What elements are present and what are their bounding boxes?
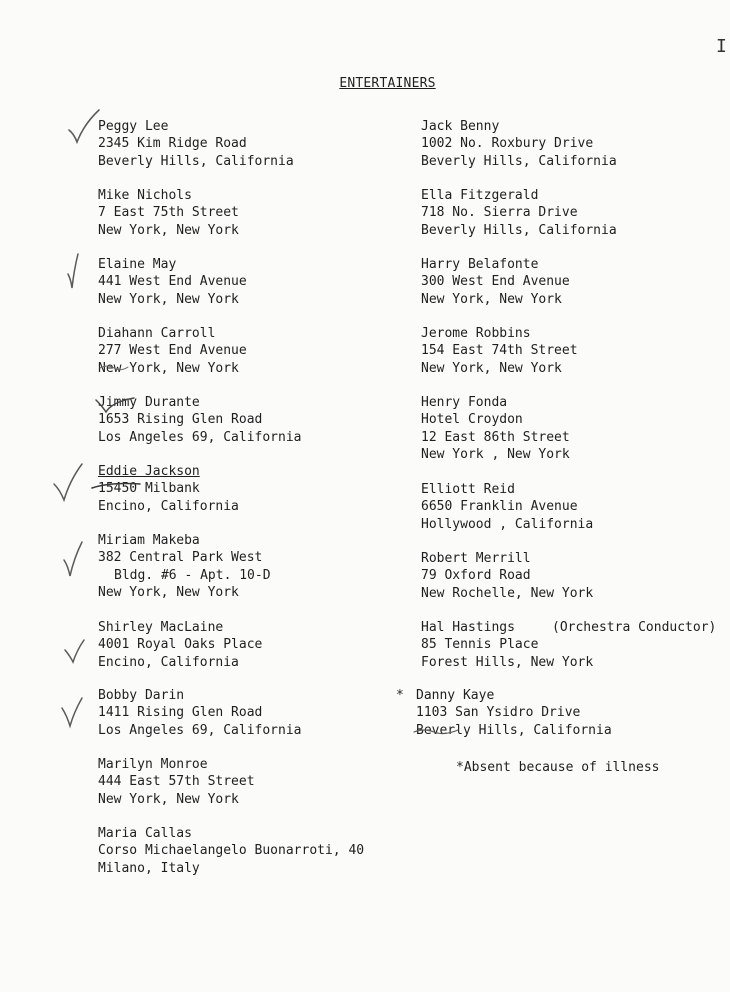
entry-robert-merrill [421,550,593,602]
entry-bobby-darin [98,687,302,739]
entry-city: Beverly Hills, California [421,222,617,238]
check-mark-icon [60,540,96,580]
entry-city: Beverly Hills, California [98,153,294,169]
check-mark-icon [62,250,98,290]
entry-shirley-maclaine [98,619,262,671]
entry-maria-callas [98,825,364,877]
entry-address: 1103 San Ysidro Drive [416,705,581,721]
entry-name: Danny Kaye [416,688,495,703]
entry-mike-nichols [98,187,239,239]
entry-name: Diahann Carroll [98,326,216,341]
entry-address: 4001 Royal Oaks Place [98,637,263,653]
footnote-absent: *Absent because of illness [456,760,660,775]
entry-name: Marilyn Monroe [98,757,208,772]
entry-city: New York, New York [98,291,239,307]
entry-city: New Rochelle, New York [421,585,594,601]
entry-city: Hollywood , California [421,516,594,532]
pencil-tick-icon [94,396,138,416]
entry-name: Miriam Makeba [98,533,200,548]
entry-city: New York , New York [421,447,570,463]
entry-name: Jack Benny [421,119,500,134]
entry-city: Los Angeles 69, California [98,722,302,738]
entry-address: 382 Central Park West [98,550,263,566]
entry-address: 1411 Rising Glen Road [98,705,263,721]
entry-miriam-makeba [98,532,271,602]
entry-city: Encino, California [98,498,239,514]
entry-name: Elliott Reid [421,482,515,497]
entry-city: Milano, Italy [98,860,200,876]
entry-address: 7 East 75th Street [98,205,239,221]
entry-address: Corso Michaelangelo Buonarroti, 40 [98,843,365,859]
check-mark-icon [62,636,98,676]
entry-hotel: Hotel Croydon [421,412,523,428]
entry-address: 12 East 86th Street [421,429,570,445]
entry-jerome-robbins [421,325,578,377]
entry-city: New York, New York [98,791,239,807]
entry-address: 79 Oxford Road [421,568,531,584]
entry-name: Peggy Lee [98,119,169,134]
entry-marilyn-monroe [98,756,255,808]
entry-address-unit: Bldg. #6 - Apt. 10-D [114,567,271,583]
entry-address: 154 East 74th Street [421,343,578,359]
entry-name: Hal Hastings [421,620,515,635]
entry-name: Jerome Robbins [421,326,531,341]
entry-ella-fitzgerald [421,187,617,239]
entry-address: 300 West End Avenue [421,274,570,290]
entry-address: 718 No. Sierra Drive [421,205,578,221]
entry-city: Beverly Hills, California [416,722,612,738]
absent-marker: * [396,688,404,703]
entry-name: Jimmy Durante [98,395,200,410]
entry-address: 444 East 57th Street [98,774,255,790]
pencil-scribble-icon [98,362,132,374]
entry-name: Maria Callas [98,826,192,841]
entry-city: Beverly Hills, California [421,153,617,169]
entry-address: 1002 No. Roxbury Drive [421,136,594,152]
entry-hal-hastings [421,619,717,671]
entry-city: Forest Hills, New York [421,654,594,670]
entry-henry-fonda [421,394,570,464]
entry-city: New York, New York [98,360,239,376]
entry-harry-belafonte [421,256,570,308]
entry-name: Ella Fitzgerald [421,188,539,203]
check-mark-icon [58,694,94,734]
entry-address: 6650 Franklin Avenue [421,499,578,515]
pencil-scribble-icon [412,726,460,738]
pencil-strike-icon [90,480,142,492]
entry-jack-benny [421,118,617,170]
entry-address: 2345 Kim Ridge Road [98,136,247,152]
entry-name: Bobby Darin [98,688,185,703]
entry-address: 277 West End Avenue [98,343,247,359]
entry-name: Eddie Jackson [98,464,200,479]
page-title: ENTERTAINERS [339,76,436,91]
page-corner-mark: I [716,36,727,57]
entry-name: Harry Belafonte [421,257,539,272]
entry-city: Los Angeles 69, California [98,429,302,445]
entry-name: Elaine May [98,257,177,272]
entry-name: Mike Nichols [98,188,192,203]
entry-city: Encino, California [98,654,239,670]
entry-elliott-reid [421,481,593,533]
entry-city: New York, New York [98,585,239,601]
entry-address: 85 Tennis Place [421,637,539,653]
entry-city: New York, New York [421,360,562,376]
entry-address: 441 West End Avenue [98,274,247,290]
entry-name: Robert Merrill [421,551,531,566]
entry-address: 1653 Rising Glen Road [98,412,263,428]
check-mark-icon [52,462,88,502]
entry-name: Henry Fonda [421,395,508,410]
entry-city: New York, New York [421,291,562,307]
entry-city: New York, New York [98,222,239,238]
entry-peggy-lee [98,118,294,170]
entry-name: Shirley MacLaine [98,620,224,635]
entry-elaine-may [98,256,247,308]
entry-role-note: (Orchestra Conductor) [552,620,717,635]
entry-address: 15450 Milbank [98,481,200,497]
check-mark-icon [66,108,102,148]
